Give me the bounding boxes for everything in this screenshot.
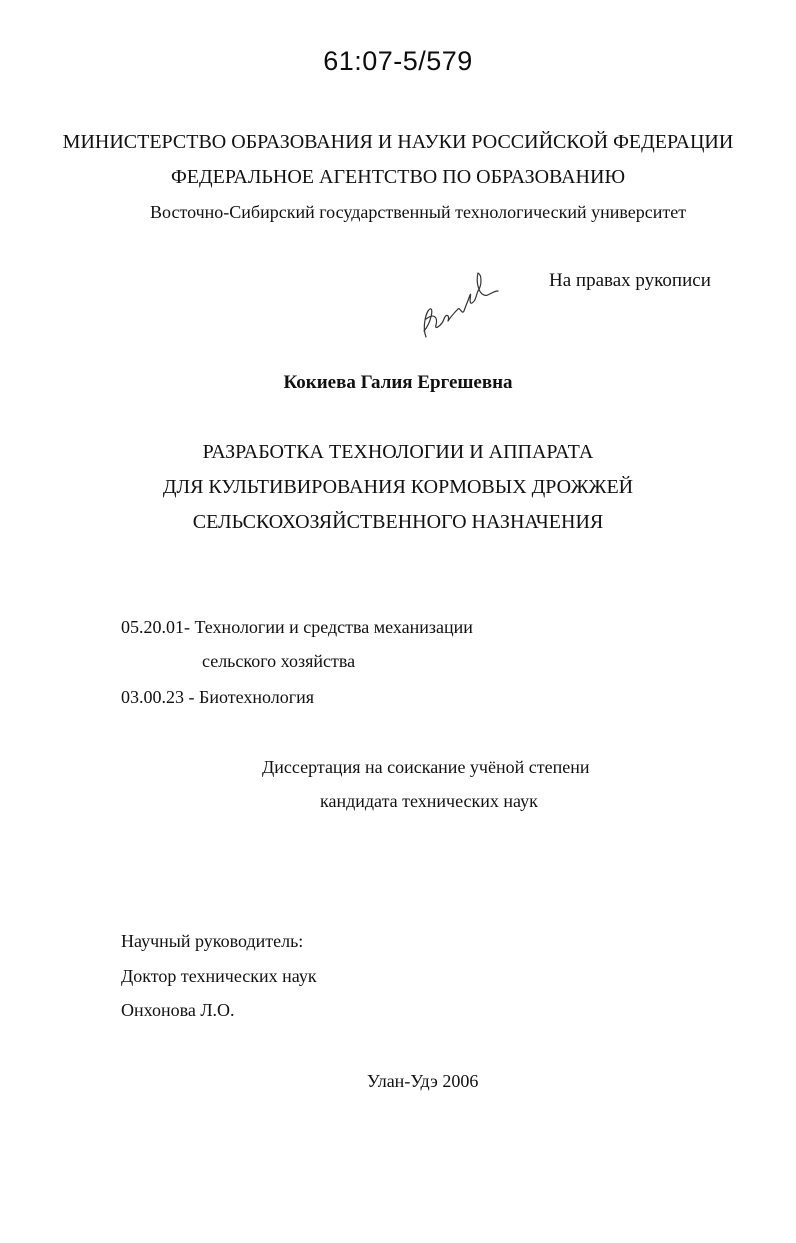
author-name: Кокиева Галия Ергешевна xyxy=(283,372,513,393)
degree-line-2: кандидата технических наук xyxy=(320,791,538,811)
manuscript-note: На правах рукописи xyxy=(549,270,711,291)
dissertation-title-line-1: РАЗРАБОТКА ТЕХНОЛОГИИ И АППАРАТА xyxy=(202,441,594,463)
supervisor-degree: Доктор технических наук xyxy=(121,966,317,986)
dissertation-title-line-2: ДЛЯ КУЛЬТИВИРОВАНИЯ КОРМОВЫХ ДРОЖЖЕЙ xyxy=(162,476,634,498)
specialty-2: 03.00.23 - Биотехнология xyxy=(121,687,315,707)
specialty-1-line-2: сельского хозяйства xyxy=(202,651,356,671)
university-name: Восточно-Сибирский государственный технологический университет xyxy=(150,202,687,222)
degree-line-1: Диссертация на соискание учёной степени xyxy=(262,757,590,777)
dissertation-title-line-3: СЕЛЬСКОХОЗЯЙСТВЕННОГО НАЗНАЧЕНИЯ xyxy=(192,511,604,533)
place-year: Улан-Удэ 2006 xyxy=(367,1071,479,1091)
supervisor-name: Онхонова Л.О. xyxy=(121,1000,235,1020)
archive-code: 61:07-5/579 xyxy=(323,46,473,76)
ministry-heading: МИНИСТЕРСТВО ОБРАЗОВАНИЯ И НАУКИ РОССИЙСКОЙ ФЕДЕРАЦИИ xyxy=(62,131,734,153)
specialty-1-line-1: 05.20.01- Технологии и средства механизации xyxy=(121,617,473,637)
supervisor-label: Научный руководитель: xyxy=(121,931,304,951)
agency-heading: ФЕДЕРАЛЬНОЕ АГЕНТСТВО ПО ОБРАЗОВАНИЮ xyxy=(170,166,625,188)
handwritten-signature xyxy=(412,265,502,345)
